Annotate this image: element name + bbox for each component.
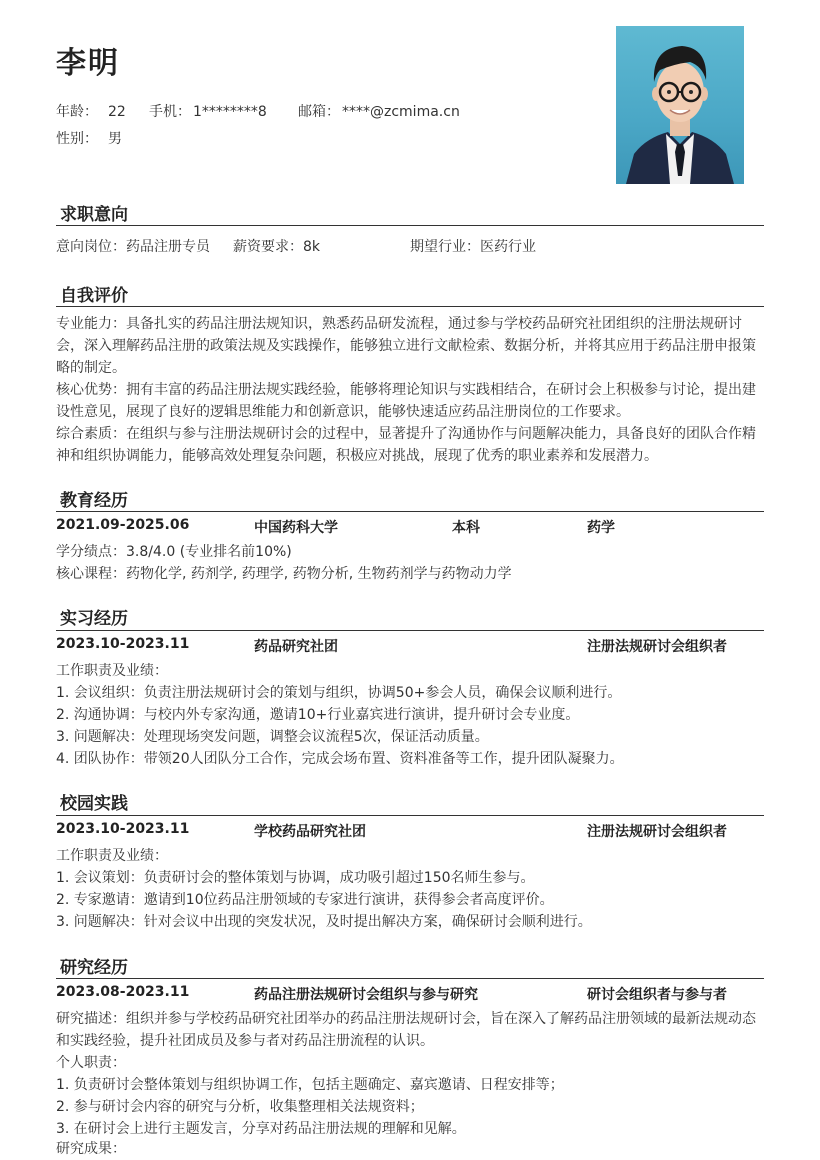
gender-value: 男 (108, 131, 122, 147)
research-line: 研究描述：组织并参与学校药品研究社团举办的药品注册法规研讨会，旨在深入了解药品注册领域的最新法规动态 (56, 1011, 756, 1027)
research-line: 和实践经验，提升社团成员及参与者对药品注册流程的认识。 (56, 1033, 434, 1049)
section-divider (56, 306, 764, 307)
education-date: 2021.09-2025.06 (56, 517, 190, 533)
email-value: ****@zcmima.cn (342, 104, 460, 120)
age-info (56, 101, 126, 121)
self-eval-line: 核心优势：拥有丰富的药品注册法规实践经验，能够将理论知识与实践相结合，在研讨会上积极参与讨论，提出建 (56, 382, 756, 398)
intent-position: 意向岗位：药品注册专员 (56, 239, 210, 255)
candidate-name: 李明 (56, 46, 120, 81)
section-title-internship: 实习经历 (60, 609, 128, 629)
section-divider (56, 630, 764, 631)
campus-role: 注册法规研讨会组织者 (587, 824, 727, 840)
age-label: 年龄： (56, 104, 98, 120)
campus-line: 工作职责及业绩： (56, 848, 168, 864)
internship-date: 2023.10-2023.11 (56, 636, 190, 652)
self-eval-line: 略的制定。 (56, 360, 126, 376)
gender-info (56, 128, 122, 148)
internship-role: 注册法规研讨会组织者 (587, 639, 727, 655)
internship-line: 3. 问题解决：处理现场突发问题，调整会议流程5次，保证活动质量。 (56, 729, 489, 745)
internship-org: 药品研究社团 (254, 639, 338, 655)
education-line: 核心课程：药物化学, 药剂学, 药理学, 药物分析, 生物药剂学与药物动力学 (56, 566, 512, 582)
research-line: 2. 参与研讨会内容的研究与分析，收集整理相关法规资料； (56, 1099, 424, 1115)
self-eval-line: 综合素质：在组织与参与注册法规研讨会的过程中，显著提升了沟通协作与问题解决能力，具备良好的团队合作精 (56, 426, 756, 442)
internship-line: 4. 团队协作：带领20人团队分工合作，完成会场布置、资料准备等工作，提升团队凝聚力。 (56, 751, 624, 767)
research-line: 研究成果： (56, 1141, 126, 1157)
campus-line: 1. 会议策划：负责研讨会的整体策划与协调，成功吸引超过150名师生参与。 (56, 870, 535, 886)
research-line: 3. 在研讨会上进行主题发言，分享对药品注册法规的理解和见解。 (56, 1121, 466, 1137)
internship-line: 工作职责及业绩： (56, 663, 168, 679)
education-major: 药学 (587, 520, 615, 536)
intent-salary: 薪资要求：8k (233, 239, 321, 255)
phone-label: 手机： (149, 104, 191, 120)
campus-org: 学校药品研究社团 (254, 824, 366, 840)
age-value: 22 (108, 104, 126, 120)
section-title-education: 教育经历 (60, 491, 128, 511)
campus-date: 2023.10-2023.11 (56, 821, 190, 837)
education-degree: 本科 (452, 520, 480, 536)
research-project: 药品注册法规研讨会组织与参与研究 (254, 987, 478, 1003)
research-role: 研讨会组织者与参与者 (587, 987, 727, 1003)
self-eval-line: 神和组织协调能力，能够高效处理复杂问题，积极应对挑战，展现了优秀的职业素养和发展潜力。 (56, 448, 658, 464)
internship-line: 1. 会议组织：负责注册法规研讨会的策划与组织，协调50+参会人员，确保会议顺利进行。 (56, 685, 622, 701)
section-divider (56, 815, 764, 816)
campus-line: 3. 问题解决：针对会议中出现的突发状况，及时提出解决方案，确保研讨会顺利进行。 (56, 914, 592, 930)
section-title-self-eval: 自我评价 (60, 286, 128, 306)
campus-line: 2. 专家邀请：邀请到10位药品注册领域的专家进行演讲，获得参会者高度评价。 (56, 892, 554, 908)
email-info (298, 101, 460, 121)
internship-line: 2. 沟通协调：与校内外专家沟通，邀请10+行业嘉宾进行演讲，提升研讨会专业度。 (56, 707, 580, 723)
phone-value: 1********8 (193, 104, 267, 120)
email-label: 邮箱： (298, 104, 340, 120)
education-line: 学分绩点：3.8/4.0 (专业排名前10%) (56, 544, 292, 560)
profile-photo (616, 26, 744, 184)
research-date: 2023.08-2023.11 (56, 984, 190, 1000)
research-line: 1. 负责研讨会整体策划与组织协调工作，包括主题确定、嘉宾邀请、日程安排等； (56, 1077, 564, 1093)
section-title-intent: 求职意向 (60, 205, 128, 225)
campus-row (56, 821, 764, 843)
education-row (56, 517, 764, 539)
self-eval-line: 专业能力：具备扎实的药品注册法规知识，熟悉药品研发流程，通过参与学校药品研究社团组织的注册法规研讨 (56, 316, 742, 332)
phone-info (149, 101, 267, 121)
section-divider (56, 511, 764, 512)
section-divider (56, 225, 764, 226)
research-line: 个人职责： (56, 1055, 126, 1071)
section-title-campus: 校园实践 (60, 794, 128, 814)
self-eval-line: 会，深入理解药品注册的政策法规及实践操作，能够独立进行文献检索、数据分析，并将其应用于药品注册申报策 (56, 338, 756, 354)
section-title-research: 研究经历 (60, 958, 128, 978)
portrait-illustration (616, 26, 744, 184)
intent-industry: 期望行业：医药行业 (410, 239, 536, 255)
section-divider (56, 978, 764, 979)
gender-label: 性别： (56, 131, 98, 147)
research-row (56, 984, 764, 1006)
education-school: 中国药科大学 (254, 520, 338, 536)
internship-row (56, 636, 764, 658)
self-eval-line: 设性意见，展现了良好的逻辑思维能力和创新意识，能够快速适应药品注册岗位的工作要求。 (56, 404, 630, 420)
